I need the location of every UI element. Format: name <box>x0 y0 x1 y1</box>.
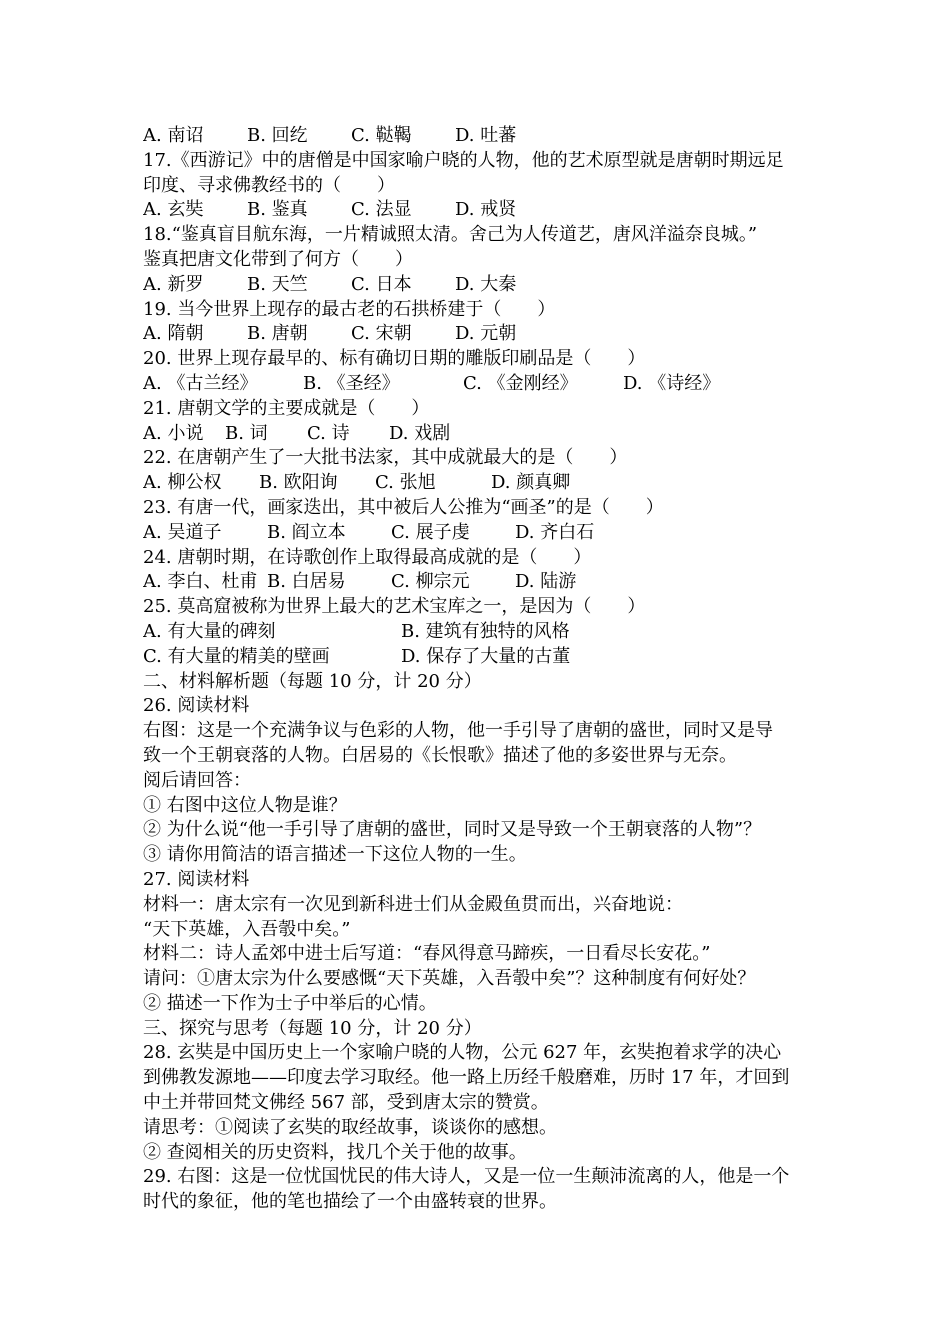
answer-option: D. 戒贤 <box>455 199 517 221</box>
text-line: ① 右图中这位人物是谁？ <box>143 794 347 816</box>
answer-options <box>143 620 823 645</box>
text-line: 三、探究与思考（每题 10 分，计 20 分） <box>143 1017 482 1039</box>
text-line: 到佛教发源地——印度去学习取经。他一路上历经千般磨难，历时 17 年，才回到 <box>143 1067 790 1089</box>
answer-option: C. 法显 <box>351 199 412 221</box>
text-line: 材料二：诗人孟郊中进士后写道：“春风得意马蹄疾，一日看尽长安花。” <box>143 943 711 965</box>
answer-options <box>143 372 823 397</box>
answer-options <box>143 471 823 496</box>
answer-option: B. 欧阳询 <box>259 472 338 494</box>
text-line: 中土并带回梵文佛经 567 部，受到唐太宗的赞赏。 <box>143 1092 549 1114</box>
answer-option: A. 隋朝 <box>143 323 204 345</box>
answer-option: C. 张旭 <box>375 472 436 494</box>
text-line: 致一个王朝衰落的人物。白居易的《长恨歌》描述了他的多姿世界与无奈。 <box>143 744 737 766</box>
answer-options <box>143 570 823 595</box>
answer-option: A. 《古兰经》 <box>143 372 258 394</box>
text-line: “天下英雄，入吾彀中矣。” <box>143 918 351 940</box>
answer-options <box>143 124 823 149</box>
answer-option: D. 戏剧 <box>389 422 451 444</box>
answer-option: D. 颜真卿 <box>491 472 571 494</box>
answer-option: B. 词 <box>225 422 268 444</box>
text-line: 21. 唐朝文学的主要成就是（ ） <box>143 397 430 419</box>
answer-option: B. 白居易 <box>267 571 346 593</box>
answer-option: B. 《圣经》 <box>303 372 400 394</box>
text-line: 27. 阅读材料 <box>143 868 250 890</box>
text-line: 18.“鉴真盲目航东海，一片精诚照太清。舍己为人传道艺，唐风洋溢奈良城。” <box>143 224 758 246</box>
text-line: ② 查阅相关的历史资料，找几个关于他的故事。 <box>143 1141 527 1163</box>
text-line: 右图：这是一个充满争议与色彩的人物，他一手引导了唐朝的盛世，同时又是导 <box>143 720 773 742</box>
answer-option: C. 有大量的精美的壁画 <box>143 645 330 667</box>
answer-option: C. 日本 <box>351 273 412 295</box>
text-line: 材料一：唐太宗有一次见到新科进士们从金殿鱼贯而出，兴奋地说： <box>143 893 683 915</box>
text-line: ③ 请你用简洁的语言描述一下这位人物的一生。 <box>143 844 527 866</box>
answer-option: C. 展子虔 <box>391 521 470 543</box>
answer-option: C. 鞑鞨 <box>351 125 412 146</box>
answer-option: C. 柳宗元 <box>391 571 470 593</box>
text-line: 29. 右图：这是一位忧国忧民的伟大诗人，又是一位一生颠沛流离的人，他是一个 <box>143 1166 790 1188</box>
answer-option: B. 回纥 <box>247 125 308 146</box>
document-page <box>143 124 823 1215</box>
text-line: ② 描述一下作为士子中举后的心情。 <box>143 992 437 1014</box>
answer-option: D. 保存了大量的古董 <box>401 645 571 667</box>
answer-option: B. 天竺 <box>247 273 308 295</box>
answer-options <box>143 422 823 447</box>
answer-option: B. 阎立本 <box>267 521 346 543</box>
answer-option: C. 诗 <box>307 422 350 444</box>
answer-options <box>143 521 823 546</box>
text-line: 23. 有唐一代，画家迭出，其中被后人公推为“画圣”的是（ ） <box>143 496 664 518</box>
text-line: ② 为什么说“他一手引导了唐朝的盛世，同时又是导致一个王朝衰落的人物”？ <box>143 819 762 841</box>
answer-option: B. 唐朝 <box>247 323 308 345</box>
answer-option: B. 建筑有独特的风格 <box>401 620 570 642</box>
answer-option: D. 吐蕃 <box>455 125 517 146</box>
text-line: 二、材料解析题（每题 10 分，计 20 分） <box>143 670 482 692</box>
text-line: 28. 玄奘是中国历史上一个家喻户晓的人物，公元 627 年，玄奘抱着求学的决心 <box>143 1042 782 1064</box>
text-line: 25. 莫高窟被称为世界上最大的艺术宝库之一，是因为（ ） <box>143 596 646 618</box>
answer-options <box>143 322 823 347</box>
answer-option: D. 《诗经》 <box>623 372 721 394</box>
text-line: 24. 唐朝时期，在诗歌创作上取得最高成就的是（ ） <box>143 546 592 568</box>
answer-option: A. 柳公权 <box>143 472 222 494</box>
answer-options <box>143 273 823 298</box>
answer-option: A. 李白、杜甫 <box>143 571 258 593</box>
text-line: 17.《西游记》中的唐僧是中国家喻户晓的人物，他的艺术原型就是唐朝时期远足 <box>143 149 784 171</box>
answer-options <box>143 645 823 670</box>
answer-option: D. 齐白石 <box>515 521 595 543</box>
answer-option: A. 南诏 <box>143 125 204 146</box>
text-line: 26. 阅读材料 <box>143 695 250 717</box>
answer-option: C. 宋朝 <box>351 323 412 345</box>
answer-option: A. 有大量的碑刻 <box>143 620 276 642</box>
text-line: 19. 当今世界上现存的最古老的石拱桥建于（ ） <box>143 298 556 320</box>
answer-option: D. 元朝 <box>455 323 517 345</box>
answer-option: A. 玄奘 <box>143 199 204 221</box>
answer-option: A. 小说 <box>143 422 204 444</box>
text-line: 鉴真把唐文化带到了何方（ ） <box>143 248 413 270</box>
text-line: 印度、寻求佛教经书的（ ） <box>143 174 395 196</box>
answer-option: B. 鉴真 <box>247 199 308 221</box>
text-line: 时代的象征，他的笔也描绘了一个由盛转衰的世界。 <box>143 1191 557 1213</box>
text-line: 阅后请回答： <box>143 769 251 791</box>
text-line: 请问：①唐太宗为什么要感慨“天下英雄，入吾彀中矣”？这种制度有何好处？ <box>143 968 756 990</box>
text-line: 20. 世界上现存最早的、标有确切日期的雕版印刷品是（ ） <box>143 348 646 370</box>
answer-option: A. 新罗 <box>143 273 204 295</box>
answer-option: D. 陆游 <box>515 571 577 593</box>
answer-option: C. 《金刚经》 <box>463 372 578 394</box>
answer-option: D. 大秦 <box>455 273 517 295</box>
answer-options <box>143 198 823 223</box>
text-line: 请思考：①阅读了玄奘的取经故事，谈谈你的感想。 <box>143 1116 557 1138</box>
text-line: 22. 在唐朝产生了一大批书法家，其中成就最大的是（ ） <box>143 447 628 469</box>
answer-option: A. 吴道子 <box>143 521 222 543</box>
